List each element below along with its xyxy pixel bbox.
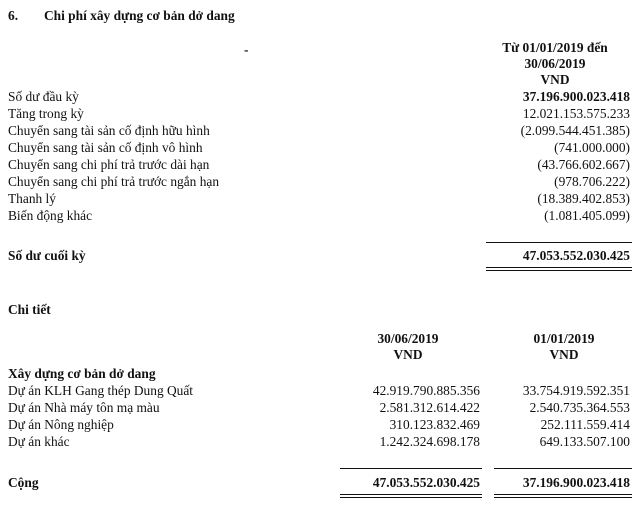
closing-label: Số dư cuối kỳ	[8, 248, 86, 263]
row-label: Chuyển sang tài sản cố định vô hình	[8, 140, 203, 155]
detail-row-label: Dự án KLH Gang thép Dung Quất	[8, 383, 194, 398]
total-col2-top-rule	[494, 468, 632, 469]
closing-double-rule-1	[486, 267, 632, 268]
col2-unit-header: VND	[549, 347, 579, 362]
row-value: (18.389.402.853)	[537, 191, 630, 206]
row-label: Thanh lý	[8, 191, 56, 206]
detail-row-v1: 1.242.324.698.178	[379, 434, 480, 449]
detail-title: Chi tiết	[8, 302, 51, 317]
total-col1-double-rule-2	[340, 497, 482, 498]
detail-row-v2: 252.111.559.414	[540, 417, 630, 432]
row-value: 12.021.153.575.233	[522, 106, 630, 121]
row-value: 37.196.900.023.418	[522, 89, 630, 104]
period-header-line2: 30/06/2019	[524, 56, 586, 71]
row-value: (43.766.602.667)	[537, 157, 630, 172]
total-v2: 37.196.900.023.418	[522, 475, 630, 490]
row-label: Chuyển sang chi phí trả trước ngắn hạn	[8, 174, 220, 189]
closing-top-rule	[486, 242, 632, 243]
row-label: Biến động khác	[8, 208, 93, 223]
period-header-unit: VND	[540, 72, 570, 87]
total-col2-double-rule-2	[494, 497, 632, 498]
group-title: Xây dựng cơ bản dở dang	[8, 366, 156, 381]
total-col2-double-rule-1	[494, 494, 632, 495]
col2-date-header: 01/01/2019	[533, 331, 595, 346]
col1-unit-header: VND	[393, 347, 423, 362]
section-number: 6.	[8, 8, 19, 23]
closing-value: 47.053.552.030.425	[522, 248, 630, 263]
detail-row-v1: 42.919.790.885.356	[372, 383, 480, 398]
col1-date-header: 30/06/2019	[377, 331, 439, 346]
header-dash: -	[244, 42, 249, 57]
period-header-line1: Từ 01/01/2019 đến	[502, 40, 608, 55]
closing-double-rule-2	[486, 270, 632, 271]
row-label: Số dư đầu kỳ	[8, 89, 79, 104]
row-value: (978.706.222)	[554, 174, 630, 189]
detail-row-label: Dự án khác	[8, 434, 70, 449]
total-v1: 47.053.552.030.425	[372, 475, 480, 490]
detail-row-v2: 649.133.507.100	[539, 434, 630, 449]
row-label: Chuyển sang tài sản cố định hữu hình	[8, 123, 210, 138]
row-label: Tăng trong kỳ	[8, 106, 84, 121]
detail-row-label: Dự án Nhà máy tôn mạ màu	[8, 400, 160, 415]
detail-row-v2: 33.754.919.592.351	[522, 383, 630, 398]
detail-row-v2: 2.540.735.364.553	[529, 400, 630, 415]
row-value: (1.081.405.099)	[544, 208, 630, 223]
detail-row-v1: 2.581.312.614.422	[379, 400, 480, 415]
row-label: Chuyển sang chi phí trả trước dài hạn	[8, 157, 210, 172]
total-col1-double-rule-1	[340, 494, 482, 495]
detail-row-v1: 310.123.832.469	[389, 417, 480, 432]
total-col1-top-rule	[340, 468, 482, 469]
row-value: (2.099.544.451.385)	[520, 123, 630, 138]
section-title: Chi phí xây dựng cơ bản dở dang	[44, 8, 235, 23]
row-value: (741.000.000)	[554, 140, 630, 155]
total-label: Cộng	[8, 475, 39, 490]
detail-row-label: Dự án Nông nghiệp	[8, 417, 114, 432]
